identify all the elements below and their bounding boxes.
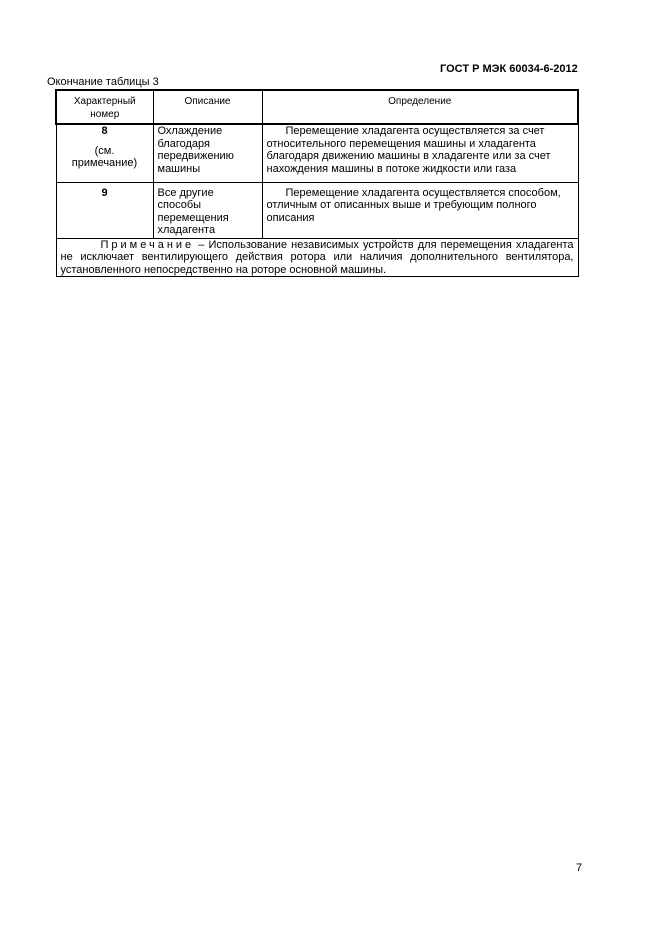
row-number: 9 bbox=[101, 186, 108, 199]
row-description: Охлаждение благодаря передвижению машины bbox=[153, 124, 262, 182]
column-header-description: Описание bbox=[153, 90, 262, 124]
row-number: 8 bbox=[101, 125, 108, 137]
table-row bbox=[56, 124, 578, 182]
row-number-cell bbox=[56, 182, 153, 238]
row-number-note: (см. примечание) bbox=[71, 144, 138, 169]
table-note-row bbox=[56, 238, 578, 277]
row-definition: Перемещение хладагента осуществляется способом, отличным от описанных выше и требующим полного описания bbox=[262, 182, 578, 238]
table-note bbox=[56, 238, 578, 277]
table-header-row bbox=[56, 90, 578, 124]
cooling-methods-table bbox=[55, 89, 579, 277]
note-label: Примечание bbox=[100, 238, 195, 251]
column-header-number: Характерный номер bbox=[56, 90, 153, 124]
row-number-cell bbox=[56, 124, 153, 182]
note-text: – Использование независимых устройств для перемещения хладагента не исключает вентилирующего действия ротора или наличия дополнительного вентилятора, установленного непосредственно на роторе основной машины. bbox=[60, 238, 574, 276]
row-description: Все другие способы перемещения хладагента bbox=[153, 182, 262, 238]
column-header-definition: Определение bbox=[262, 90, 578, 124]
row-definition: Перемещение хладагента осуществляется за счет относительного перемещения машины и хладагента благодаря движению машины в хладагенте или за счет нахождения машины в потоке жидкости или газа bbox=[262, 124, 578, 182]
table-caption: Окончание таблицы 3 bbox=[47, 76, 159, 88]
table-row bbox=[56, 182, 578, 238]
standard-code-header: ГОСТ Р МЭК 60034-6-2012 bbox=[440, 63, 578, 75]
page-number: 7 bbox=[576, 862, 583, 874]
